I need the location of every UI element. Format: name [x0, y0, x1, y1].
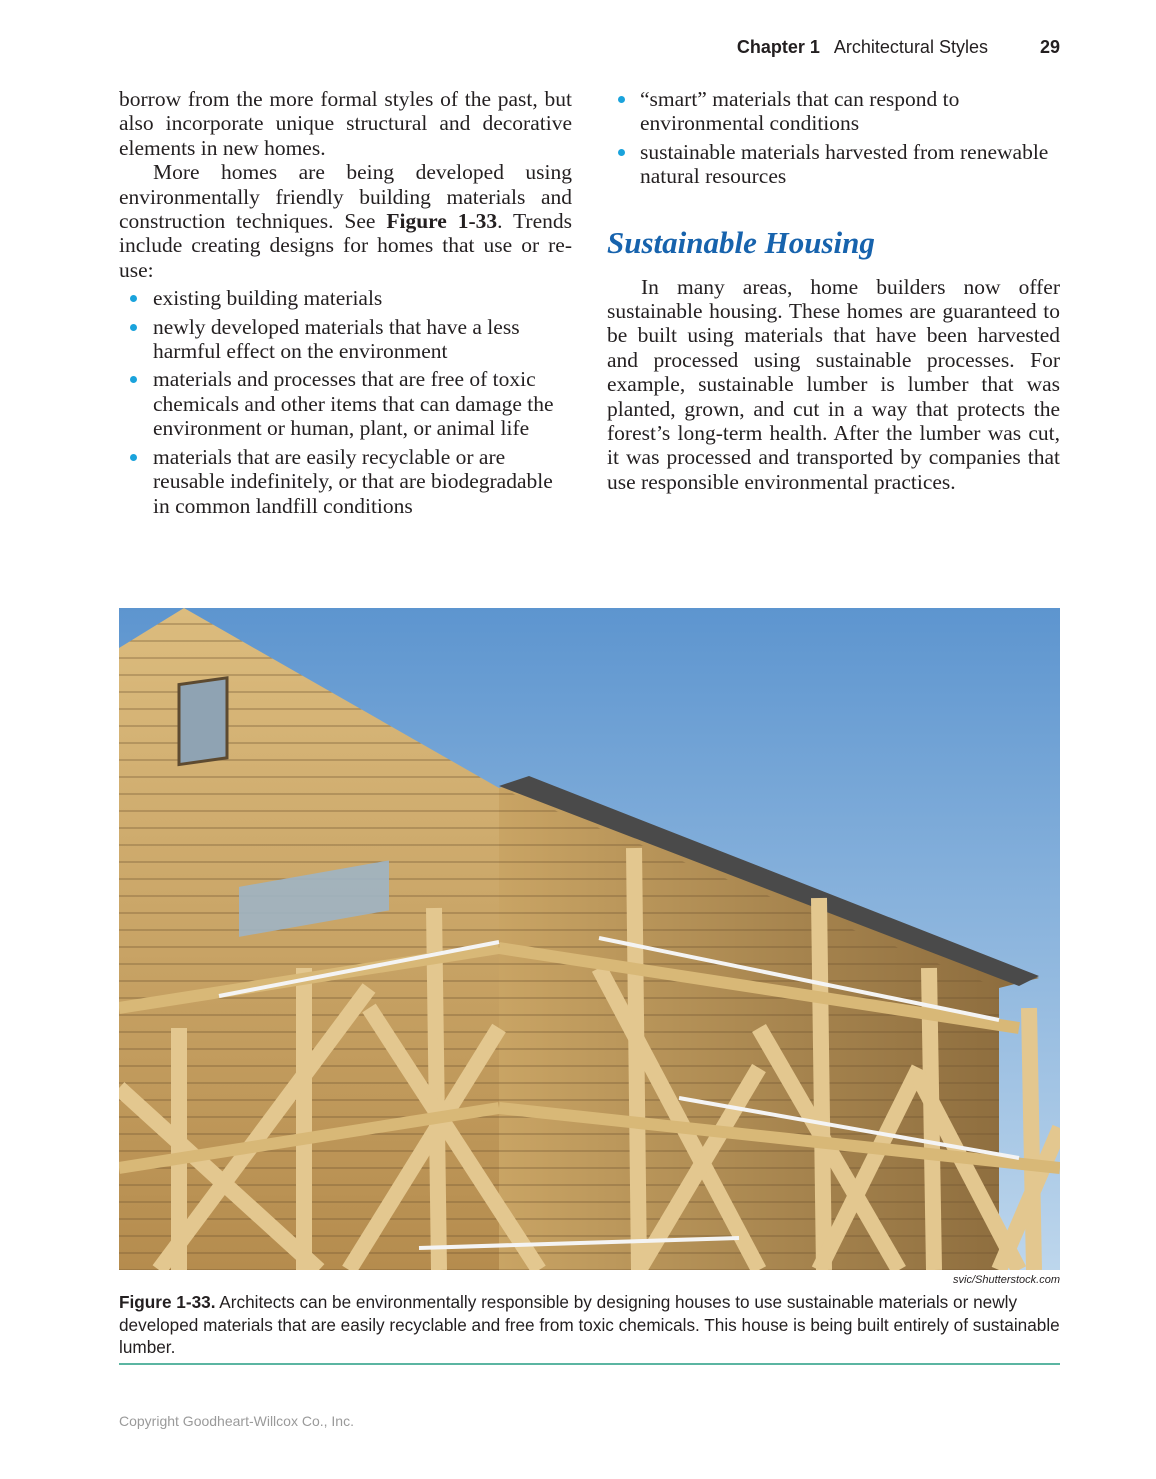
bullet-icon	[130, 376, 137, 383]
caption-divider	[119, 1363, 1060, 1365]
bullet-icon	[130, 295, 137, 302]
list-item	[119, 367, 572, 440]
chapter-title: Architectural Styles	[833, 37, 988, 57]
paragraph: borrow from the more formal styles of the past, but also incorporate unique structural and decorative elements in new homes.	[119, 87, 572, 160]
paragraph: In many areas, home builders now offer sustainable housing. These homes are guaranteed to be built using materials that have been harvested and processed using sustainable processes. For example, sustainable lumber is lumber that was planted, grown, and cut in a way that protects the forest’s long-term health. After the lumber was cut, it was processed and transported by companies that use responsible environmental practices.	[607, 274, 1060, 494]
list-item	[119, 286, 572, 310]
bullet-list	[607, 87, 1060, 189]
right-column	[607, 87, 1060, 494]
list-item	[607, 140, 1060, 189]
section-heading: Sustainable Housing	[607, 224, 875, 260]
chapter-number: Chapter 1	[736, 37, 820, 57]
text: . Trends include creating designs for homes that use or re-use:	[119, 209, 573, 282]
list-item	[607, 87, 1060, 136]
list-item	[119, 315, 572, 364]
paragraph	[119, 160, 572, 282]
figure-reference: Figure 1-33	[386, 209, 498, 234]
figure-label: Figure 1-33.	[119, 1292, 216, 1312]
text: More homes are being developed using environmentally friendly building materials and construction techniques. See	[119, 160, 572, 234]
list-item-text: materials and processes that are free of toxic chemicals and other items that can damage the environment or human, plant, or animal life	[153, 367, 554, 441]
bullet-list	[119, 286, 572, 518]
list-item-text: materials that are easily recyclable or are reusable indefinitely, or that are biodegradable in common landfill conditions	[153, 444, 553, 518]
bullet-icon	[130, 324, 137, 331]
list-item-text: newly developed materials that have a less harmful effect on the environment	[153, 314, 520, 364]
figure-photo-house-under-construction	[119, 608, 1060, 1270]
caption-text: Architects can be environmentally responsible by designing houses to use sustainable materials or newly developed materials that are easily recyclable and free from toxic chemicals. This house is being built entirely of sustainable lumber.	[119, 1292, 1060, 1358]
figure-caption	[119, 1291, 1060, 1359]
list-item-text: sustainable materials harvested from renewable natural resources	[640, 139, 1049, 189]
bullet-icon	[130, 454, 137, 461]
copyright-footer: Copyright Goodheart-Willcox Co., Inc.	[119, 1413, 354, 1429]
left-column	[119, 87, 572, 522]
bullet-icon	[618, 149, 625, 156]
running-header	[737, 37, 1060, 58]
photo-illustration	[119, 608, 1060, 1270]
list-item-text: “smart” materials that can respond to environmental conditions	[640, 87, 960, 136]
page-number: 29	[1039, 37, 1060, 57]
bullet-icon	[618, 96, 625, 103]
list-item	[119, 445, 572, 518]
list-item-text: existing building materials	[153, 286, 383, 311]
photo-credit: svic/Shutterstock.com	[953, 1274, 1060, 1286]
